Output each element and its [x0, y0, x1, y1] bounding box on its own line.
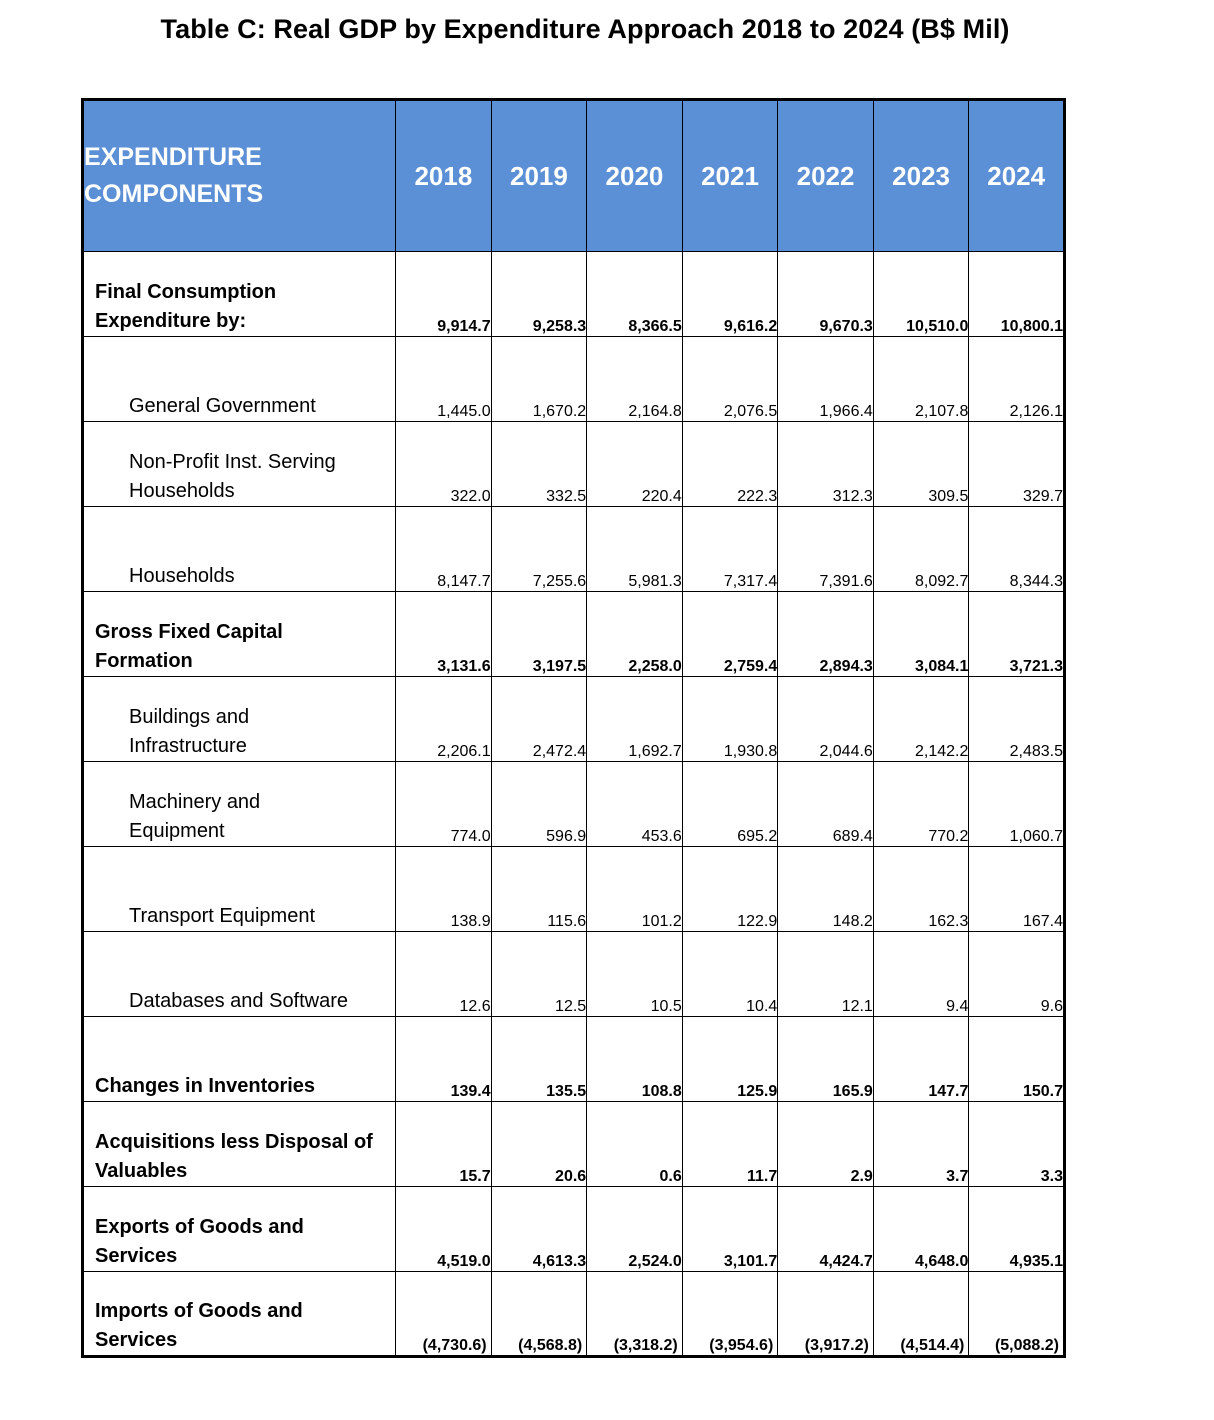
value-cell: (4,514.4) [873, 1272, 969, 1357]
value-cell: 3,131.6 [396, 592, 492, 677]
table-row [83, 507, 1065, 592]
row-label-line1: Households [129, 565, 235, 587]
value-cell: 8,147.7 [396, 507, 492, 592]
table-row [83, 762, 1065, 847]
value-cell: 11.7 [682, 1102, 778, 1187]
row-label-line1: Changes in Inventories [95, 1075, 316, 1097]
value-cell: 2,206.1 [396, 677, 492, 762]
value-cell: 135.5 [491, 1017, 587, 1102]
row-label [83, 932, 396, 1017]
value-cell: 3,101.7 [682, 1187, 778, 1272]
value-cell: 8,344.3 [969, 507, 1065, 592]
table-row [83, 1187, 1065, 1272]
value-cell: 1,930.8 [682, 677, 778, 762]
value-cell: 10.4 [682, 932, 778, 1017]
column-header-year: 2021 [682, 100, 778, 252]
value-cell: 9,914.7 [396, 252, 492, 337]
value-cell: 309.5 [873, 422, 969, 507]
value-cell: 2,894.3 [778, 592, 874, 677]
value-cell: 2,044.6 [778, 677, 874, 762]
row-label-line1: Buildings and [129, 706, 250, 728]
row-label [83, 847, 396, 932]
value-cell: 3,721.3 [969, 592, 1065, 677]
value-cell: 2,164.8 [587, 337, 683, 422]
row-label [83, 252, 396, 337]
value-cell: 7,255.6 [491, 507, 587, 592]
table-row [83, 1102, 1065, 1187]
table-row [83, 422, 1065, 507]
value-cell: 148.2 [778, 847, 874, 932]
value-cell: 596.9 [491, 762, 587, 847]
row-label-line1: Gross Fixed Capital [95, 621, 283, 643]
table-body [83, 252, 1065, 1357]
row-label [83, 1102, 396, 1187]
value-cell: (3,954.6) [682, 1272, 778, 1357]
value-cell: 10,510.0 [873, 252, 969, 337]
value-cell: 108.8 [587, 1017, 683, 1102]
header-label-line2: COMPONENTS [84, 180, 264, 208]
value-cell: 12.5 [491, 932, 587, 1017]
row-label-line1: Exports of Goods and [95, 1216, 304, 1238]
value-cell: 9,616.2 [682, 252, 778, 337]
value-cell: 20.6 [491, 1102, 587, 1187]
column-header-year: 2022 [778, 100, 874, 252]
value-cell: 2,258.0 [587, 592, 683, 677]
value-cell: 8,366.5 [587, 252, 683, 337]
value-cell: 2,524.0 [587, 1187, 683, 1272]
value-cell: 165.9 [778, 1017, 874, 1102]
value-cell: 1,692.7 [587, 677, 683, 762]
value-cell: 1,445.0 [396, 337, 492, 422]
value-cell: 7,317.4 [682, 507, 778, 592]
value-cell: 332.5 [491, 422, 587, 507]
value-cell: 2,483.5 [969, 677, 1065, 762]
row-label [83, 507, 396, 592]
row-label-line2: Expenditure by: [95, 310, 247, 332]
value-cell: 150.7 [969, 1017, 1065, 1102]
value-cell: 1,966.4 [778, 337, 874, 422]
row-label [83, 677, 396, 762]
value-cell: 4,424.7 [778, 1187, 874, 1272]
value-cell: 2,142.2 [873, 677, 969, 762]
header-row [83, 100, 1065, 252]
column-header-year: 2019 [491, 100, 587, 252]
header-label-line1: EXPENDITURE [84, 143, 262, 171]
value-cell: 10.5 [587, 932, 683, 1017]
value-cell: (4,730.6) [396, 1272, 492, 1357]
table-row [83, 592, 1065, 677]
value-cell: 2,076.5 [682, 337, 778, 422]
value-cell: (5,088.2) [969, 1272, 1065, 1357]
row-label-line1: Databases and Software [129, 990, 349, 1012]
row-label-line2: Equipment [129, 820, 225, 842]
row-label [83, 337, 396, 422]
table-row [83, 337, 1065, 422]
value-cell: 3.3 [969, 1102, 1065, 1187]
row-label-line1: Final Consumption [95, 281, 277, 303]
value-cell: 167.4 [969, 847, 1065, 932]
gdp-table [81, 98, 1066, 1358]
table-row [83, 932, 1065, 1017]
value-cell: 4,519.0 [396, 1187, 492, 1272]
column-header-year: 2024 [969, 100, 1065, 252]
table-title: Table C: Real GDP by Expenditure Approach 2018 to 2024 (B$ Mil) [160, 14, 1010, 44]
value-cell: 9.4 [873, 932, 969, 1017]
value-cell: 8,092.7 [873, 507, 969, 592]
row-label-line2: Valuables [95, 1160, 188, 1182]
value-cell: 4,613.3 [491, 1187, 587, 1272]
value-cell: 222.3 [682, 422, 778, 507]
row-label [83, 1272, 396, 1357]
table-row [83, 847, 1065, 932]
row-label-line1: Acquisitions less Disposal of [95, 1131, 373, 1153]
value-cell: 0.6 [587, 1102, 683, 1187]
value-cell: 9,670.3 [778, 252, 874, 337]
value-cell: 2,107.8 [873, 337, 969, 422]
value-cell: 139.4 [396, 1017, 492, 1102]
value-cell: 774.0 [396, 762, 492, 847]
column-header-year: 2018 [396, 100, 492, 252]
row-label-line2: Households [129, 480, 235, 502]
table-row [83, 1017, 1065, 1102]
value-cell: 162.3 [873, 847, 969, 932]
value-cell: 312.3 [778, 422, 874, 507]
value-cell: 2,472.4 [491, 677, 587, 762]
column-header-components [83, 100, 396, 252]
table-row [83, 677, 1065, 762]
value-cell: 3,197.5 [491, 592, 587, 677]
value-cell: 7,391.6 [778, 507, 874, 592]
value-cell: 220.4 [587, 422, 683, 507]
row-label-line2: Infrastructure [129, 735, 247, 757]
row-label [83, 422, 396, 507]
value-cell: 2.9 [778, 1102, 874, 1187]
value-cell: 9,258.3 [491, 252, 587, 337]
row-label-line1: Transport Equipment [129, 905, 316, 927]
table-row [83, 1272, 1065, 1357]
value-cell: 1,670.2 [491, 337, 587, 422]
value-cell: 12.6 [396, 932, 492, 1017]
value-cell: 3.7 [873, 1102, 969, 1187]
column-header-year: 2020 [587, 100, 683, 252]
value-cell: 125.9 [682, 1017, 778, 1102]
value-cell: 3,084.1 [873, 592, 969, 677]
row-label-line1: General Government [129, 395, 316, 417]
value-cell: 9.6 [969, 932, 1065, 1017]
row-label [83, 1017, 396, 1102]
value-cell: 101.2 [587, 847, 683, 932]
row-label-line1: Imports of Goods and [95, 1300, 303, 1322]
value-cell: 2,759.4 [682, 592, 778, 677]
value-cell: 15.7 [396, 1102, 492, 1187]
value-cell: 1,060.7 [969, 762, 1065, 847]
row-label-line2: Formation [95, 650, 193, 672]
value-cell: 689.4 [778, 762, 874, 847]
row-label-line2: Services [95, 1329, 178, 1351]
value-cell: 12.1 [778, 932, 874, 1017]
row-label [83, 762, 396, 847]
value-cell: 4,935.1 [969, 1187, 1065, 1272]
value-cell: 770.2 [873, 762, 969, 847]
value-cell: 2,126.1 [969, 337, 1065, 422]
row-label-line1: Machinery and [129, 791, 261, 813]
value-cell: 138.9 [396, 847, 492, 932]
value-cell: 5,981.3 [587, 507, 683, 592]
value-cell: 695.2 [682, 762, 778, 847]
row-label-line2: Services [95, 1245, 178, 1267]
value-cell: 147.7 [873, 1017, 969, 1102]
value-cell: 329.7 [969, 422, 1065, 507]
value-cell: 322.0 [396, 422, 492, 507]
value-cell: (3,917.2) [778, 1272, 874, 1357]
value-cell: 453.6 [587, 762, 683, 847]
value-cell: 10,800.1 [969, 252, 1065, 337]
value-cell: (3,318.2) [587, 1272, 683, 1357]
table-row [83, 252, 1065, 337]
column-header-year: 2023 [873, 100, 969, 252]
value-cell: 122.9 [682, 847, 778, 932]
row-label [83, 592, 396, 677]
value-cell: 4,648.0 [873, 1187, 969, 1272]
value-cell: 115.6 [491, 847, 587, 932]
value-cell: (4,568.8) [491, 1272, 587, 1357]
row-label [83, 1187, 396, 1272]
row-label-line1: Non-Profit Inst. Serving [129, 451, 336, 473]
